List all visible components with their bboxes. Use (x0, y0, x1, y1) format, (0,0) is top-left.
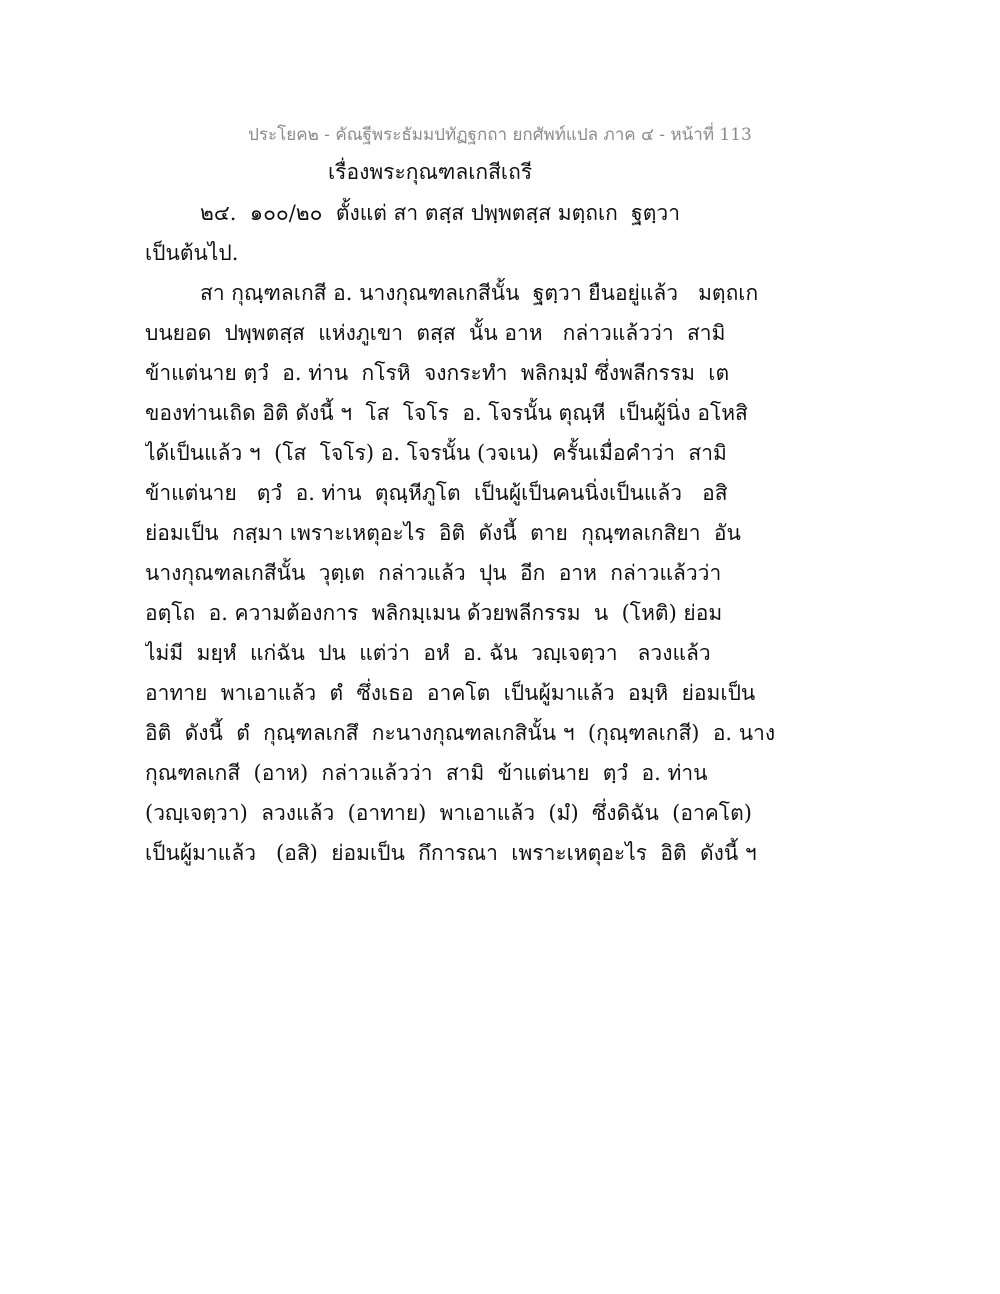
running-header: ประโยค๒ - คัณฐีพระธัมมปทัฏฐกถา ยกศัพท์แปล ภาค ๔ - หน้าที่ 113 (248, 125, 752, 145)
text-line: ไม่มี มยฺหํ แก่ฉัน ปน แต่ว่า อหํ อ. ฉัน วญฺเจตฺวา ลวงแล้ว (145, 641, 711, 665)
text-line: ๒๔. ๑๐๐/๒๐ ตั้งแต่ สา ตสฺส ปพฺพตสฺส มตฺถเก ฐตฺวา (200, 201, 680, 225)
text-line: บนยอด ปพฺพตสฺส แห่งภูเขา ตสฺส นั้น อาห กล่าวแล้วว่า สามิ (145, 321, 726, 345)
text-line: เป็นต้นไป. (145, 241, 239, 265)
text-line: เป็นผู้มาแล้ว (อสิ) ย่อมเป็น กึการณา เพราะเหตุอะไร อิติ ดังนี้ ฯ (145, 841, 757, 865)
text-line: อาทาย พาเอาแล้ว ตํ ซึ่งเธอ อาคโต เป็นผู้มาแล้ว อมฺหิ ย่อมเป็น (145, 681, 756, 705)
story-title: เรื่องพระกุณฑลเกสีเถรี (328, 160, 533, 184)
text-line: อิติ ดังนี้ ตํ กุณฺฑลเกสึ กะนางกุณฑลเกสินั้น ฯ (กุณฺฑลเกสี) อ. นาง (145, 721, 776, 745)
text-line: ย่อมเป็น กสฺมา เพราะเหตุอะไร อิติ ดังนี้ ตาย กุณฺฑลเกสิยา อัน (145, 521, 741, 545)
text-line: ข้าแต่นาย ตฺวํ อ. ท่าน กโรหิ จงกระทำ พลิกมฺมํ ซึ่งพลีกรรม เต (145, 361, 730, 385)
text-line: (วญฺเจตฺวา) ลวงแล้ว (อาทาย) พาเอาแล้ว (มํ) ซึ่งดิฉัน (อาคโต) (145, 801, 752, 825)
text-line: ได้เป็นแล้ว ฯ (โส โจโร) อ. โจรนั้น (วจเน) ครั้นเมื่อคำว่า สามิ (145, 441, 727, 465)
text-line: ของท่านเถิด อิติ ดังนี้ ฯ โส โจโร อ. โจรนั้น ตุณฺหี เป็นผู้นิ่ง อโหสิ (145, 401, 748, 425)
text-line: สา กุณฺฑลเกสี อ. นางกุณฑลเกสีนั้น ฐตฺวา ยืนอยู่แล้ว มตฺถเก (200, 281, 759, 305)
text-line: ข้าแต่นาย ตฺวํ อ. ท่าน ตุณฺหีภูโต เป็นผู้เป็นคนนิ่งเป็นแล้ว อสิ (145, 481, 728, 505)
text-line: อตฺโถ อ. ความต้องการ พลิกมฺเมน ด้วยพลีกรรม น (โหติ) ย่อม (145, 601, 723, 625)
text-line: กุณฑลเกสี (อาห) กล่าวแล้วว่า สามิ ข้าแต่นาย ตฺวํ อ. ท่าน (145, 761, 708, 785)
text-line: นางกุณฑลเกสีนั้น วุตฺเต กล่าวแล้ว ปุน อีก อาห กล่าวแล้วว่า (145, 561, 722, 585)
body-text (145, 193, 845, 873)
